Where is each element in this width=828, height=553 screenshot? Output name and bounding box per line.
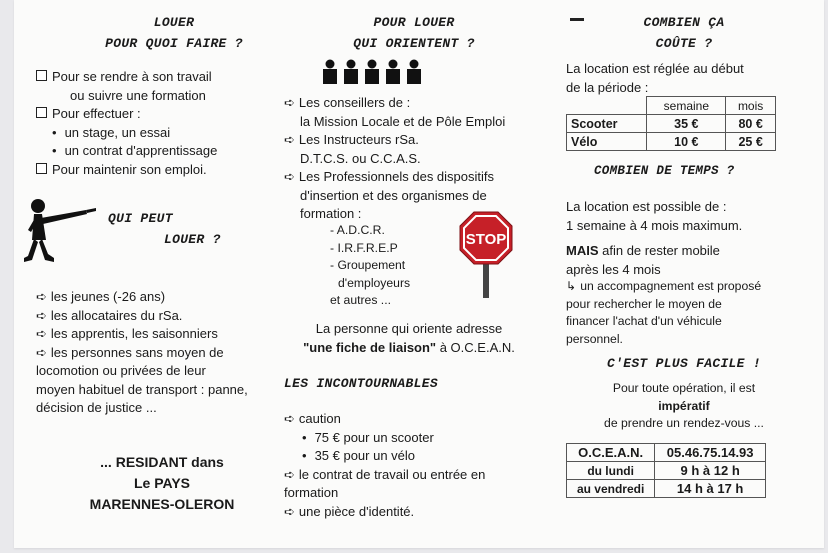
pointing-man-icon [24,196,104,268]
orient-item: ➪ Les Instructeurs rSa. [284,132,419,147]
heading-line: POUR LOUER [373,15,455,30]
purpose-item-cont: ou suivre une formation [70,87,206,103]
heading-line: QUI ORIENTENT ? [353,36,475,51]
header-semaine: semaine [647,97,726,115]
price-header-row [567,97,776,115]
price-cell: 80 € [726,115,776,133]
heading-louer-pourquoi [74,12,274,54]
who-item: ➪ les allocataires du rSa. [36,307,183,323]
easy-line: impératif [658,398,710,413]
heading-qui-peut [108,208,221,250]
group-of-people-icon [320,58,426,84]
duration-line: 1 semaine à 4 mois maximum. [566,217,743,233]
mais-line: après les 4 mois [566,261,661,277]
row-label: Scooter [567,115,647,133]
heading-pour-louer [314,12,514,54]
price-cell: 35 € [647,115,726,133]
who-item-cont: décision de justice ... [36,400,157,415]
mais-block [566,242,806,279]
org-item: - I.R.F.R.E.P [330,240,398,255]
who-item: ➪ les apprentis, les saisonniers [36,326,218,341]
easy-line: Pour toute opération, il est [612,381,756,395]
heading-line: LOUER ? [164,232,221,247]
liaison-line: La personne qui oriente adresse [315,321,503,336]
phone-cell: 05.46.75.14.93 [655,444,766,462]
price-row [567,115,776,133]
req-item-cont: formation [284,485,339,500]
header-mois: mois [726,97,776,115]
support-line: financer l'achat d'un véhicule [566,314,722,328]
checkbox-icon [36,107,47,118]
heading-combien-temps: COMBIEN DE TEMPS ? [594,164,735,178]
who-item-cont: moyen habituel de transport : panne, [36,381,248,397]
price-cell: 10 € [647,133,726,151]
who-list [36,288,291,418]
heading-combien-coute [594,12,774,54]
contact-table [566,443,766,498]
caution-bullet: • 35 € pour un vélo [284,447,534,466]
days-cell: au vendredi [567,480,655,498]
heading-line: LOUER [153,15,195,30]
org-item: - Groupement [330,258,406,272]
req-item: ➪ le contrat de travail ou entrée en [284,466,486,482]
orient-item-cont: formation : [300,206,362,221]
support-line: pour rechercher le moyen de [566,296,722,311]
resident-block [62,452,262,515]
heading-line: POUR QUOI FAIRE ? [105,36,243,51]
orientation-list [284,94,534,224]
easy-line: de prendre un rendez-vous ... [604,416,764,430]
cost-line: La location est réglée au début [566,61,744,76]
req-item: ➪ caution [284,411,341,426]
purpose-bullet: • un contrat d'apprentissage [36,142,276,161]
row-label: Vélo [567,133,647,151]
orient-item-cont: d'insertion et des organismes de [300,187,487,203]
purposes-list [36,68,276,179]
support-line: ↳ un accompagnement est proposé [566,279,762,293]
support-block [566,278,806,348]
curved-arrow-icon: ↳ [566,279,577,293]
orient-item: ➪ Les Professionnels des dispositifs [284,169,495,184]
org-item: d'employeurs [338,275,411,290]
liaison-line: "une fiche de liaison" à O.C.E.A.N. [303,339,515,355]
orient-item-cont: D.T.C.S. ou C.C.A.S. [300,150,421,166]
heading-line: QUI PEUT [108,211,173,226]
resident-line: ... RESIDANT dans [100,454,224,470]
who-item-cont: locomotion ou privées de leur [36,363,206,378]
price-cell: 25 € [726,133,776,151]
org-item: - A.D.C.R. [330,223,385,237]
mais-line: MAIS afin de rester mobile [566,243,720,258]
orient-item-cont: la Mission Locale et de Pôle Emploi [300,113,506,129]
org-list [330,222,450,310]
contact-row [567,444,766,462]
easy-block [574,380,794,433]
caution-bullet: • 75 € pour un scooter [284,429,534,448]
heading-plus-facile: C'EST PLUS FACILE ! [607,356,761,371]
heading-incontournables: LES INCONTOURNABLES [284,376,438,391]
support-line: personnel. [566,331,623,346]
dash-mark [570,18,584,21]
who-item: ➪ les jeunes (-26 ans) [36,289,166,304]
cost-line: de la période : [566,79,649,95]
checkbox-icon [36,163,47,174]
req-item: ➪ une pièce d'identité. [284,503,415,519]
heading-line: COÛTE ? [655,36,713,51]
hours-row [567,462,766,480]
price-table [566,96,776,151]
duration-line: La location est possible de : [566,199,727,214]
requirements-list [284,410,534,521]
brochure-page [14,0,824,548]
who-item: ➪ les personnes sans moyen de [36,344,224,360]
liaison-block [284,320,534,357]
price-row [567,133,776,151]
purpose-item: Pour se rendre à son travail [36,68,276,87]
resident-line: Le PAYS [133,475,191,491]
cost-intro [566,60,806,97]
hours-cell: 9 h à 12 h [655,462,766,480]
duration-block [566,198,806,235]
stop-sign-icon [458,210,514,298]
days-cell: du lundi [567,462,655,480]
hours-row [567,480,766,498]
purpose-item: Pour maintenir son emploi. [36,161,276,180]
orient-item: ➪ Les conseillers de : [284,95,411,110]
heading-line: COMBIEN ÇA [643,15,725,30]
purpose-bullet: • un stage, un essai [36,124,276,143]
org-cell: O.C.E.A.N. [567,444,655,462]
checkbox-icon [36,70,47,81]
resident-line: MARENNES-OLERON [89,496,235,512]
hours-cell: 14 h à 17 h [655,480,766,498]
purpose-item: Pour effectuer : [36,105,276,124]
stop-sign-text: STOP [465,231,507,248]
org-item: et autres ... [330,293,391,307]
